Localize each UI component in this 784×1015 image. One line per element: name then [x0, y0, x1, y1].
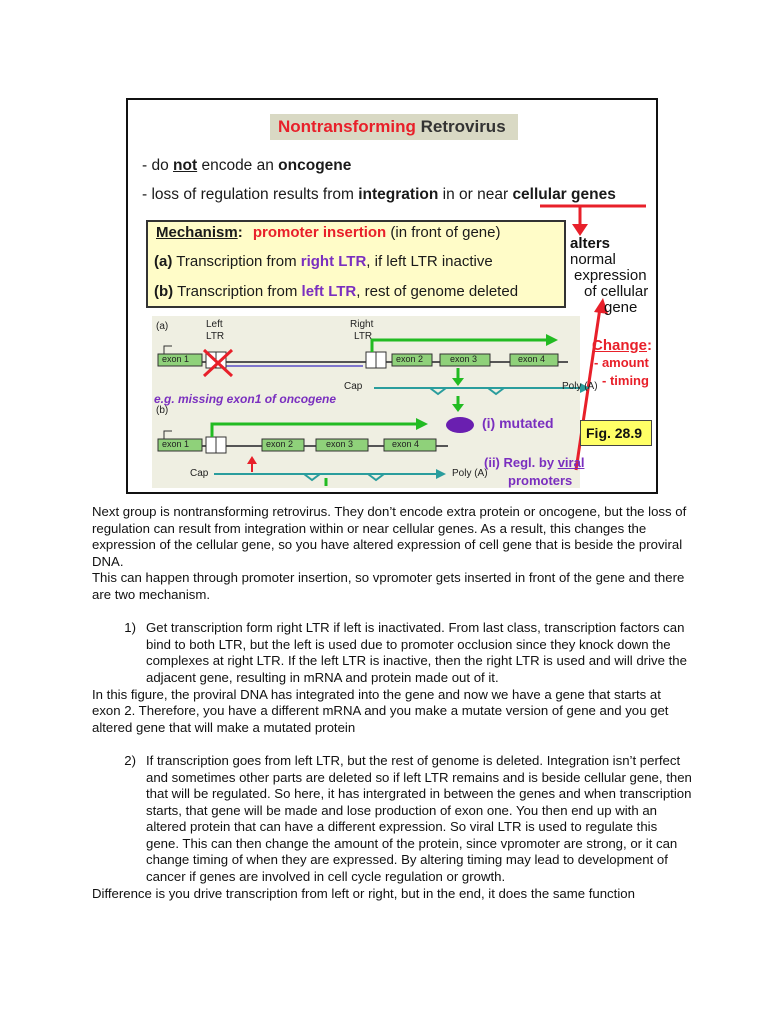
bullet-2-integration: integration — [358, 186, 439, 203]
exon3-label-a: exon 3 — [450, 354, 478, 364]
green-arrowhead-a — [546, 334, 558, 346]
exon2-label-a: exon 2 — [396, 354, 424, 364]
right-ltr-label-2: LTR — [354, 331, 373, 342]
regl-viral: viral — [557, 455, 585, 470]
bullet-1-mid: encode an — [201, 157, 274, 174]
left-ltr-box-b2 — [216, 437, 226, 453]
mechanism-b-label: (b) — [154, 283, 174, 300]
cap-label-a: Cap — [344, 381, 363, 392]
bullet-2-cellular-genes: cellular genes — [512, 186, 616, 203]
regl-prefix: (ii) Regl. by — [484, 455, 555, 470]
tss-arrow-a-left — [164, 346, 172, 354]
gene-diagram-graphics — [128, 100, 658, 494]
down-arrow-2-head — [452, 404, 464, 412]
mechanism-a-post: , if left LTR inactive — [366, 253, 493, 270]
bullet-1-oncogene: oncogene — [278, 157, 352, 174]
regl-label — [484, 456, 584, 469]
alters-line-4: of cellular — [584, 283, 649, 300]
list-item-1-text: Get transcription form right LTR if left is inactivated. From last class, transcription factors can bind to both LTR, but the left is used due to promoter occlusion since they knock down the complexes at right LTR. If the left LTR is inactive, then the right LTR is used and will drive the adjacent gene, resulting in mRNA and protein made out of it. — [146, 620, 687, 685]
bullet-1-prefix: - do — [142, 157, 169, 174]
change-colon: : — [647, 337, 653, 354]
change-timing: - timing — [602, 373, 649, 388]
change-label — [592, 338, 652, 353]
mechanism-b-left-ltr: left LTR — [301, 283, 357, 300]
missing-exon1-note: e.g. missing exon1 of oncogene — [154, 392, 337, 406]
left-ltr-label-2: LTR — [206, 331, 225, 342]
change-amount: - amount — [594, 355, 649, 370]
mechanism-b-pre: Transcription from — [177, 283, 298, 300]
exon1-label-b: exon 1 — [162, 439, 190, 449]
mechanism-label: Mechanism — [156, 224, 238, 241]
mechanism-b-post: , rest of genome deleted — [356, 283, 519, 300]
change-word: Change — [592, 337, 648, 354]
exon2-label-b: exon 2 — [266, 439, 294, 449]
cap-label-b: Cap — [190, 468, 209, 479]
fig-label: Fig. 28.9 — [586, 425, 643, 441]
exon4-label-a: exon 4 — [518, 354, 546, 364]
bullet-2-prefix: - loss of regulation results from — [142, 186, 354, 203]
exon1-label-a: exon 1 — [162, 354, 190, 364]
mechanism-colon: : — [237, 224, 243, 241]
down-arrow-1-head — [452, 378, 464, 386]
bullet-1-not: not — [173, 157, 198, 174]
tss-arrow-b-right — [212, 424, 228, 437]
list-item-1-number: 1) — [124, 620, 136, 636]
mechanism-a-pre: Transcription from — [176, 253, 297, 270]
list-item-2 — [92, 753, 692, 886]
right-ltr-box-a2 — [376, 352, 386, 368]
mutated-label: (i) mutated — [482, 415, 554, 431]
mechanism-a-label: (a) — [154, 253, 173, 270]
notes-body — [92, 504, 692, 902]
paragraph-4: Difference is you drive transcription from left or right, but in the end, it does the same function — [92, 885, 635, 901]
alters-line-3: expression — [574, 267, 647, 284]
paragraph-1: Next group is nontransforming retrovirus. They don’t encode extra protein or oncogene, but the loss of regulation can result from integration within or near cellular genes. As a result, this changes the expression of the cellular gene, so you have altered expression of cell gene that is beside the proviral DNA. — [92, 504, 687, 569]
tss-arrow-a-right — [372, 340, 390, 352]
list-item-1 — [92, 620, 692, 686]
right-ltr-label-1: Right — [350, 319, 374, 330]
green-arrowhead-b — [416, 418, 428, 430]
slide-title-rest: Retrovirus — [420, 117, 506, 136]
slide-title-red: Nontransforming — [278, 117, 416, 136]
diagram-label-b: (b) — [156, 405, 169, 416]
mrna-arrowhead-b — [436, 469, 446, 479]
bullet-2-mid: in or near — [442, 186, 509, 203]
polya-label-a: Poly (A) — [562, 381, 598, 392]
alters-line-2: normal — [570, 251, 616, 268]
diagram-label-a: (a) — [156, 321, 169, 332]
red-up-arrow-head — [247, 456, 257, 464]
exon4-label-b: exon 4 — [392, 439, 420, 449]
alters-line-5: gene — [604, 299, 638, 316]
list-item-2-text: If transcription goes from left LTR, but the rest of genome is deleted. Integration isn’t perfect and sometimes other parts are deleted so if left LTR remains and is beside cellular gene, then that will be regulated. So here, it has intergrated in between the genes and when transcription starts, that gene will be made and lose production of exon one. You then end up with an altered protein that can have a different expression. So viral LTR is used to regulate this gene. This can then change the amount of the protein, since vpromoter are strong, or it can change timing of when they are expressed. By altering timing may lead to development of cancer if genes are involved in cell cycle regulation or growth. — [146, 752, 692, 885]
left-ltr-box-b1 — [206, 437, 216, 453]
paragraph-2: This can happen through promoter insertion, so vpromoter gets inserted in front of the gene and there are two mechanism. — [92, 570, 685, 602]
lecture-slide-figure — [126, 98, 658, 494]
blank-line-2 — [92, 736, 692, 753]
paragraph-3: In this figure, the proviral DNA has integrated into the gene and now we have a gene that starts at exon 2. Therefore, you have a different mRNA and you make a mutate version of gene and you get altered gene that will make a mutated protein — [92, 686, 669, 735]
regl-promoters: promoters — [508, 473, 573, 488]
list-item-2-number: 2) — [124, 752, 136, 768]
polya-label-b: Poly (A) — [452, 468, 488, 479]
mechanism-a-right-ltr: right LTR — [300, 253, 367, 270]
mutated-protein-ellipse — [446, 417, 474, 433]
right-ltr-box-a1 — [366, 352, 376, 368]
mechanism-in-front: (in front of gene) — [390, 224, 501, 241]
tss-arrow-b-left — [164, 431, 172, 439]
left-ltr-label-1: Left — [206, 319, 223, 330]
alters-label: alters — [570, 235, 611, 252]
blank-line-1 — [92, 604, 692, 621]
mechanism-promoter-insertion: promoter insertion — [252, 224, 387, 241]
exon3-label-b: exon 3 — [326, 439, 354, 449]
